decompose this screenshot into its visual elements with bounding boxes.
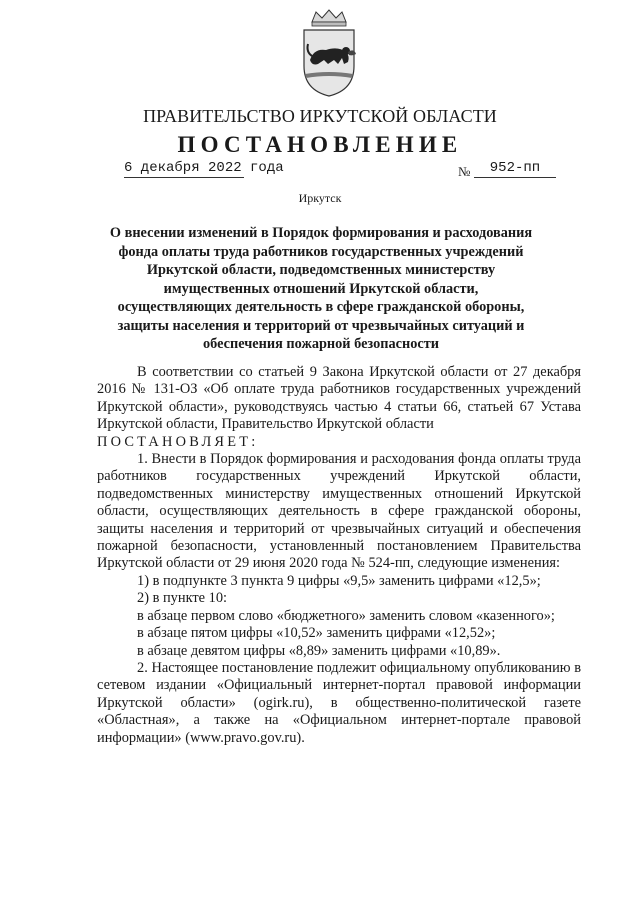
organization-name: ПРАВИТЕЛЬСТВО ИРКУТСКОЙ ОБЛАСТИ — [143, 106, 497, 126]
preamble: В соответствии со статьей 9 Закона Иркутской области от 27 декабря 2016 № 131-ОЗ «Об оплате труда работников государственных учреждений Иркутской области», руководствуясь частью 4 статьи 66, статьей 67 Устава Иркутской области, Правительство Иркутской области — [97, 364, 581, 433]
document-number: 952-пп — [474, 160, 556, 178]
document-title: О внесении изменений в Порядок формирования и расходования фонда оплаты труда работников государственных учреждений Иркутской области, подведомственных министерству имущественных отношений Иркутской области, осуществляющих деятельность в сфере гражданской обороны, защиты населения и территорий от чрезвычайных ситуаций и обеспечения пожарной безопасности — [109, 225, 533, 352]
subitem-2: 2) в пункте 10: — [137, 590, 228, 607]
irkutsk-coat-of-arms-icon — [298, 8, 360, 98]
city: Иркутск — [298, 191, 342, 205]
document-date: 6 декабря 2022 года — [124, 160, 284, 176]
subitem-1: 1) в подпункте 3 пункта 9 цифры «9,5» заменить цифрами «12,5»; — [137, 572, 541, 589]
subitem-2b: в абзаце пятом цифры «10,52» заменить цифрами «12,52»; — [137, 625, 496, 642]
subitem-2c: в абзаце девятом цифры «8,89» заменить цифрами «10,89». — [137, 642, 501, 659]
subitem-2a: в абзаце первом слово «бюджетного» заменить словом «казенного»; — [137, 607, 555, 624]
document-body — [97, 364, 581, 747]
item-2: 2. Настоящее постановление подлежит официальному опубликованию в сетевом издании «Официальный интернет-портал правовой информации Иркутской области» (ogirk.ru), в общественно-политической газете «Областная», а также на «Официальном интернет-портале правовой информации» (www.pravo.gov.ru). — [97, 659, 581, 746]
document-type: ПОСТАНОВЛЕНИЕ — [177, 132, 463, 157]
number-sign: № — [458, 164, 471, 179]
resolves-heading: ПОСТАНОВЛЯЕТ: — [97, 433, 259, 450]
item-1: 1. Внести в Порядок формирования и расходования фонда оплаты труда работников государственных учреждений Иркутской области, подведомственных министерству имущественных отношений Иркутской области, осуществляющих деятельность в сфере гражданской обороны, защиты населения и территорий от чрезвычайных ситуаций и обеспечения пожарной безопасности, установленный постановлением Правительства Иркутской области от 29 июня 2020 года № 524-пп, следующие изменения: — [97, 451, 581, 572]
